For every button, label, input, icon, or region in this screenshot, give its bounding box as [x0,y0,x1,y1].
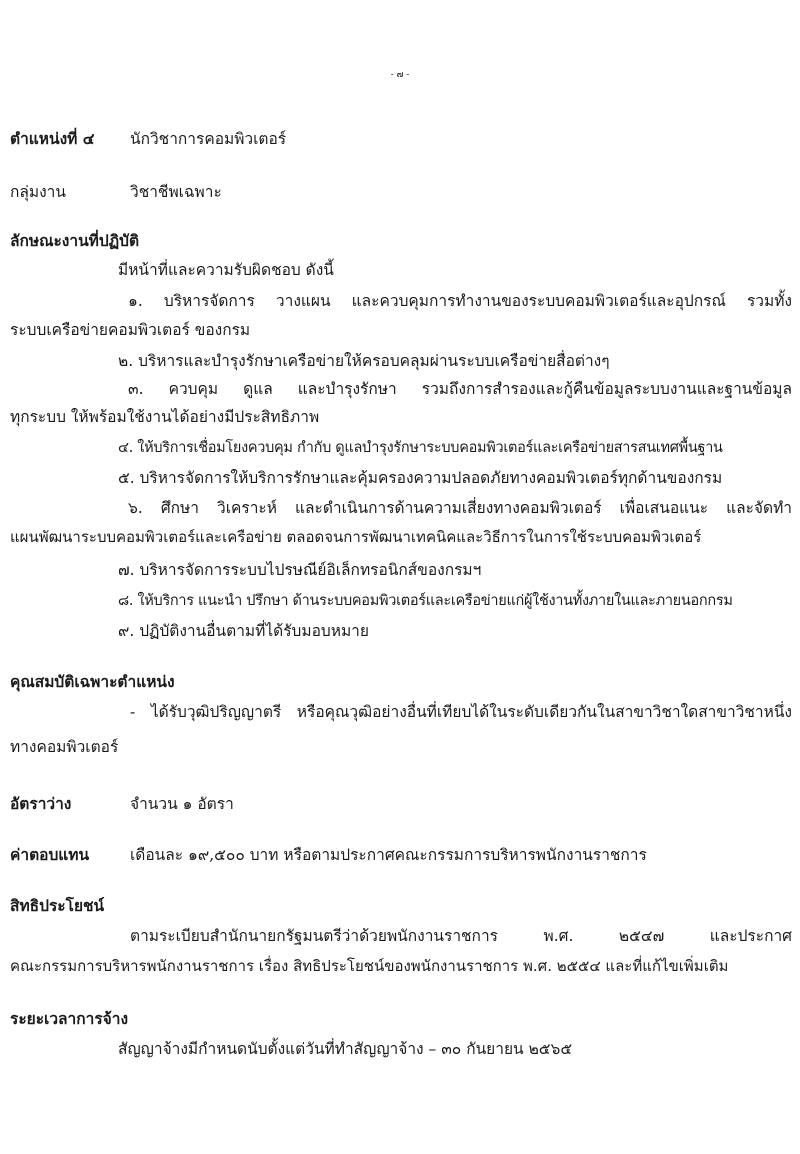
duty-item-2: ๒. บริหารและบำรุงรักษาเครือข่ายให้ครอบคลุมผ่านระบบเครือข่ายสื่อต่างๆ [118,352,610,370]
duty-item-6: ๖. ศึกษา วิเคราะห์ และดำเนินการด้านความเสี่ยงทางคอมพิวเตอร์ เพื่อเสนอแนะ และจัดทำ [128,499,792,517]
term-line: สัญญาจ้างมีกำหนดนับตั้งแต่วันที่ทำสัญญาจ้าง – ๓๐ กันยายน ๒๕๖๕ [118,1040,573,1058]
duty-item-7: ๗. บริหารจัดการระบบไปรษณีย์อิเล็กทรอนิกส์ของกรมฯ [118,561,482,579]
benefits-line: ตามระเบียบสำนักนายกรัฐมนตรีว่าด้วยพนักงานราชการ พ.ศ. ๒๕๔๗ และประกาศ [130,927,792,945]
term-heading: ระยะเวลาการจ้าง [10,1009,129,1028]
duty-item-5: ๕. บริหารจัดการให้บริการรักษาและคุ้มครองความปลอดภัยทางคอมพิวเตอร์ทุกด้านของกรม [118,469,723,487]
benefits-line-cont: คณะกรรมการบริหารพนักงานราชการ เรื่อง สิทธิประโยชน์ของพนักงานราชการ พ.ศ. ๒๕๕๔ และที่แก้ไขเพิ่มเติม [10,957,729,975]
duty-item-1-cont: ระบบเครือข่ายคอมพิวเตอร์ ของกรม [10,321,251,339]
duties-heading: ลักษณะงานที่ปฏิบัติ [10,231,140,250]
vacancy-label: อัตราว่าง [10,794,72,813]
duties-intro: มีหน้าที่และความรับผิดชอบ ดังนี้ [118,261,334,279]
page-number: - ๗ - [390,70,410,80]
duty-item-3: ๓. ควบคุม ดูแล และบำรุงรักษา รวมถึงการสำรองและกู้คืนข้อมูลระบบงานและฐานข้อมูล [128,380,792,398]
position-label: ตำแหน่งที่ ๔ [10,129,95,148]
qualification-heading: คุณสมบัติเฉพาะตำแหน่ง [10,672,175,691]
benefits-heading: สิทธิประโยชน์ [10,896,105,915]
compensation-label: ค่าตอบแทน [10,845,90,864]
vacancy-value: จำนวน ๑ อัตรา [130,795,234,813]
duty-item-6-cont: แผนพัฒนาระบบคอมพิวเตอร์และเครือข่าย ตลอดจนการพัฒนาเทคนิคและวิธีการในการใช้ระบบคอมพิวเตอร์ [10,528,702,546]
position-value: นักวิชาการคอมพิวเตอร์ [130,130,287,148]
qualification-line: - ได้รับวุฒิปริญญาตรี หรือคุณวุฒิอย่างอื่นที่เทียบได้ในระดับเดียวกันในสาขาวิชาใดสาขาวิชาหนึ่ง [130,703,792,721]
duty-item-8: ๘. ให้บริการ แนะนำ ปรึกษา ด้านระบบคอมพิวเตอร์และเครือข่ายแก่ผู้ใช้งานทั้งภายในและภายนอกกรม [118,593,733,609]
duty-item-3-cont: ทุกระบบ ให้พร้อมใช้งานได้อย่างมีประสิทธิภาพ [10,408,320,426]
duty-item-4: ๔. ให้บริการเชื่อมโยงควบคุม กำกับ ดูแลบำรุงรักษาระบบคอมพิวเตอร์และเครือข่ายสารสนเทศพื้นฐาน [118,440,723,456]
compensation-value: เดือนละ ๑๙,๕๐๐ บาท หรือตามประกาศคณะกรรมการบริหารพนักงานราชการ [130,846,647,864]
group-label: กลุ่มงาน [10,183,66,201]
duty-item-1: ๑. บริหารจัดการ วางแผน และควบคุมการทำงานของระบบคอมพิวเตอร์และอุปกรณ์ รวมทั้ง [128,292,792,310]
qualification-line-cont: ทางคอมพิวเตอร์ [10,738,119,756]
group-value: วิชาชีพเฉพาะ [130,183,222,201]
duty-item-9: ๙. ปฏิบัติงานอื่นตามที่ได้รับมอบหมาย [118,622,369,640]
